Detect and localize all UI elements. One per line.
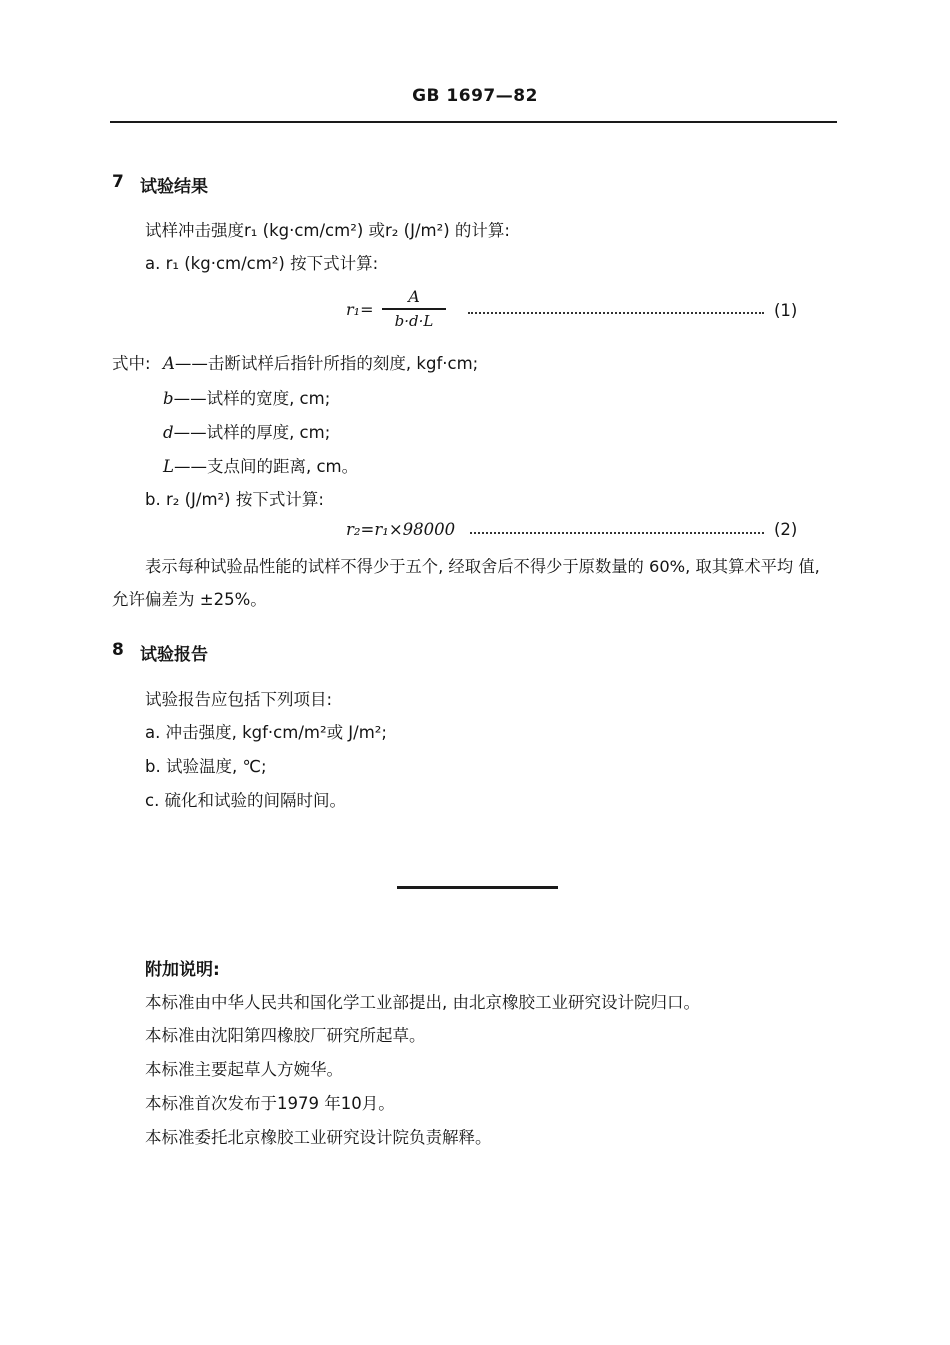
appendix-title: 附加说明:: [145, 960, 220, 980]
formula-2-leader-dots: [470, 532, 764, 534]
section-8-number: 8: [112, 640, 124, 660]
legend-text: ——击断试样后指针所指的刻度, kgf·cm;: [174, 354, 479, 373]
formula-1-numerator: A: [408, 287, 420, 306]
appendix-line-2: 本标准由沈阳第四橡胶厂研究所起草。: [145, 1026, 426, 1045]
legend-symbol: d: [163, 423, 174, 442]
formula-1-tag: (1): [774, 301, 798, 320]
appendix-line-5: 本标准委托北京橡胶工业研究设计院负责解释。: [145, 1128, 492, 1147]
formula-1-denominator: b·d·L: [394, 311, 434, 330]
appendix-line-1: 本标准由中华人民共和国化学工业部提出, 由北京橡胶工业研究设计院归口。: [145, 993, 700, 1012]
formula-2-tag: (2): [774, 520, 798, 539]
section-7-item-a: a. r₁ (kg·cm/cm²) 按下式计算:: [145, 254, 379, 273]
legend-row-d: [163, 419, 330, 443]
legend-text: ——试样的宽度, cm;: [173, 389, 331, 408]
section-7-title: 试验结果: [140, 177, 208, 197]
legend-symbol: L: [163, 457, 174, 476]
legend-text: ——试样的厚度, cm;: [173, 423, 331, 442]
section-7-number: 7: [112, 172, 124, 192]
formula-1-leader-dots: [468, 312, 764, 314]
formula-1-lhs: r₁=: [346, 300, 374, 319]
formula-1-fraction-bar: [382, 308, 446, 310]
section-7-note-line-2: 允许偏差为 ±25%。: [112, 590, 267, 609]
section-7-intro: 试样冲击强度r₁ (kg·cm/cm²) 或r₂ (J/m²) 的计算:: [145, 221, 510, 240]
legend-row-l: [163, 453, 358, 477]
appendix-line-3: 本标准主要起草人方婉华。: [145, 1060, 343, 1079]
section-8-item-b: b. 试验温度, ℃;: [145, 757, 267, 776]
formula-1-fraction: [382, 287, 446, 330]
legend-text: ——支点间的距离, cm。: [173, 457, 359, 476]
legend-symbol: b: [163, 389, 174, 408]
document-code: GB 1697—82: [412, 86, 538, 106]
header-rule: [110, 121, 837, 123]
section-8-item-c: c. 硫化和试验的间隔时间。: [145, 791, 347, 810]
section-7-item-b: b. r₂ (J/m²) 按下式计算:: [145, 490, 324, 509]
section-7-note-line-1: 表示每种试验品性能的试样不得少于五个, 经取舍后不得少于原数量的 60%, 取其算术平均 值,: [145, 557, 820, 576]
legend-row-b: [163, 385, 330, 409]
section-8-intro: 试验报告应包括下列项目:: [145, 690, 333, 709]
appendix-line-4: 本标准首次发布于1979 年10月。: [145, 1094, 395, 1113]
section-8-item-a: a. 冲击强度, kgf·cm/m²或 J/m²;: [145, 723, 387, 742]
section-8-title: 试验报告: [140, 645, 208, 665]
legend-symbol: A: [163, 354, 175, 373]
formula-2-expression: r₂=r₁×98000: [346, 520, 456, 539]
end-rule: [397, 886, 558, 889]
legend-prefix: 式中:: [112, 354, 151, 373]
legend-row-a: [163, 350, 478, 374]
